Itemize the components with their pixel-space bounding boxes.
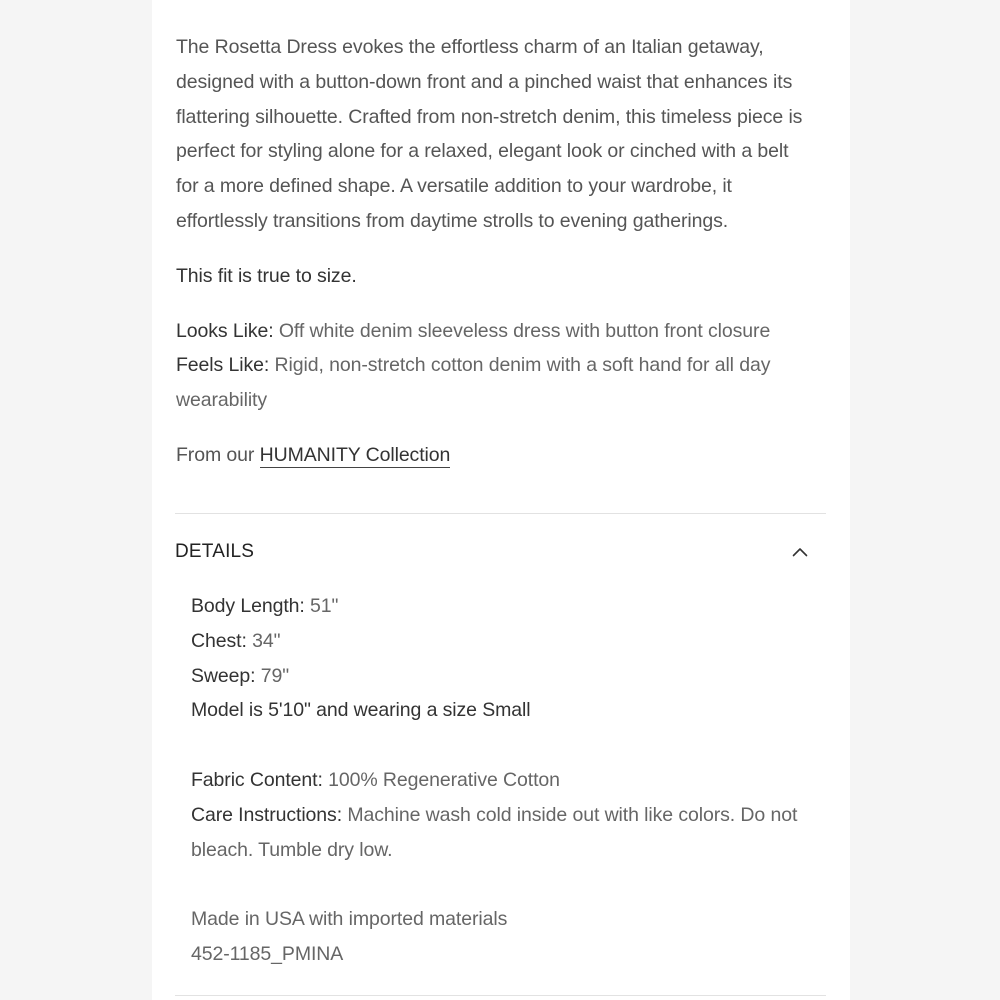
sweep-row [191,659,821,694]
collection-prefix: From our [176,443,260,466]
care-instructions-label: Care Instructions: [191,803,343,826]
body-length-label: Body Length: [191,595,305,617]
looks-feels-block [176,314,826,418]
fabric-row [191,763,821,798]
collection-line [176,438,826,473]
description-line: perfect for styling alone for a relaxed, elegant look or cinched with a belt [176,140,789,163]
fit-note: This fit is true to size. [176,264,357,287]
details-divider-bottom [175,995,826,996]
care-instructions-value-continued: bleach. Tumble dry low. [191,838,393,861]
details-accordion-toggle[interactable] [175,534,810,570]
details-divider-top [175,513,826,514]
details-title: DETAILS [175,541,255,562]
product-sku: 452-1185_PMINA [191,942,344,965]
chest-value: 34" [246,629,281,652]
product-description [176,30,826,239]
description-line: The Rosetta Dress evokes the effortless charm of an Italian getaway, [176,36,764,58]
spacer [191,728,821,763]
chest-label: Chest: [191,629,247,652]
chest-row [191,624,821,659]
humanity-collection-link[interactable]: HUMANITY Collection [259,443,451,466]
looks-like-value: Off white denim sleeveless dress with button front closure [273,319,771,342]
care-row [191,798,821,868]
description-line: effortlessly transitions from daytime strolls to evening gatherings. [176,209,729,232]
body-length-value: 51" [304,595,339,617]
sweep-value: 79" [255,664,290,687]
details-content [191,589,821,972]
feels-like-label: Feels Like: [176,354,270,377]
chevron-up-icon[interactable] [790,542,810,562]
description-line: designed with a button-down front and a pinched waist that enhances its [176,70,793,93]
fabric-content-value: 100% Regenerative Cotton [322,768,560,791]
description-line: for a more defined shape. A versatile addition to your wardrobe, it [176,175,732,198]
spacer [191,867,821,902]
sweep-label: Sweep: [191,664,256,687]
product-description-section [176,30,826,473]
feels-like-value-continued: wearability [176,389,268,412]
body-length-row [191,589,821,624]
origin-note: Made in USA with imported materials [191,908,508,931]
fabric-content-label: Fabric Content: [191,768,323,791]
looks-like-label: Looks Like: [176,319,274,342]
feels-like-value: Rigid, non-stretch cotton denim with a soft hand for all day [269,354,771,377]
model-size-note: Model is 5'10" and wearing a size Small [191,699,531,722]
care-instructions-value: Machine wash cold inside out with like colors. Do not [342,803,798,826]
description-line: flattering silhouette. Crafted from non-stretch denim, this timeless piece is [176,105,803,128]
